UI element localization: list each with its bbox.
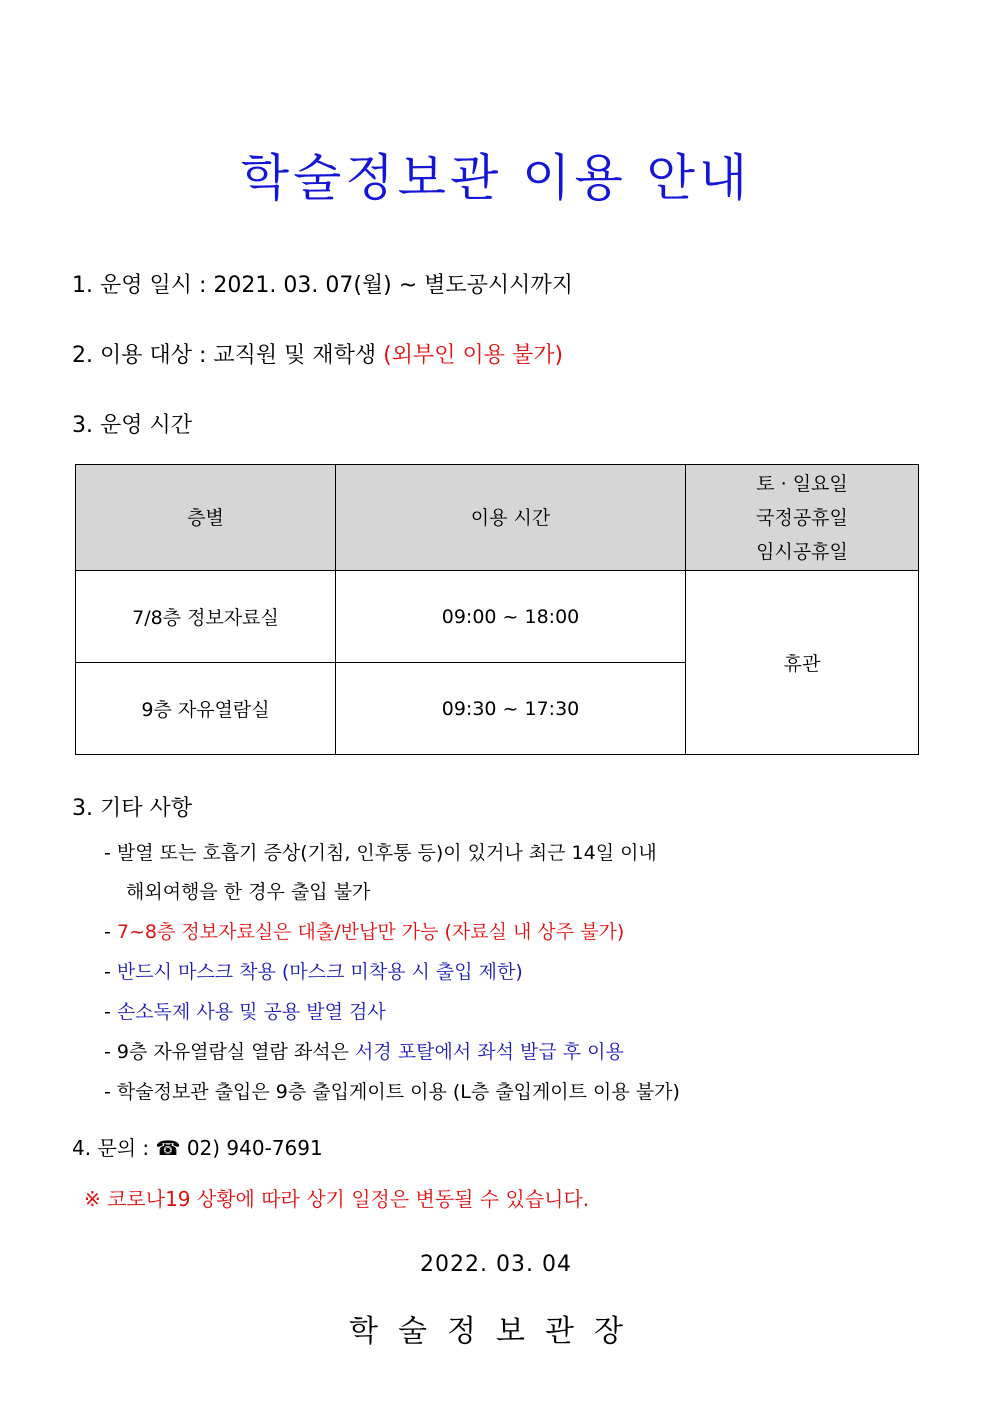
bullet-fever-continued: 해외여행을 한 경우 출입 불가 <box>126 881 371 903</box>
bullet-sanitizer <box>104 997 386 1024</box>
target-note: (외부인 이용 불가) <box>383 343 564 368</box>
bullet-seat-highlight: 서경 포탈에서 좌석 발급 후 이용 <box>355 1041 624 1063</box>
row-time: 09:30 ~ 17:30 <box>336 663 686 755</box>
row-floor: 7/8층 정보자료실 <box>76 571 336 663</box>
bullet-mask <box>104 957 523 984</box>
bullet-gate: - 학술정보관 출입은 9층 출입게이트 이용 (L층 출입게이트 이용 불가) <box>104 1081 680 1103</box>
bullet-loan-text: 7~8층 정보자료실은 대출/반납만 가능 (자료실 내 상주 불가) <box>116 921 625 943</box>
header-floor: 층별 <box>76 465 336 571</box>
row-time: 09:00 ~ 18:00 <box>336 571 686 663</box>
operation-period <box>72 268 573 299</box>
bullet-fever: - 발열 또는 호흡기 증상(기침, 인후통 등)이 있거나 최근 14일 이내 <box>104 842 657 864</box>
etc-heading: 3. 기타 사항 <box>72 796 192 821</box>
inquiry <box>72 1132 323 1161</box>
period-label: 1. 운영 일시 : <box>72 273 214 298</box>
period-value: 2021. 03. 07(월) ~ 별도공시시까지 <box>213 273 573 298</box>
phone-number: 02) 940-7691 <box>180 1136 323 1160</box>
bullet-seat-text: - 9층 자유열람실 열람 좌석은 <box>104 1041 356 1063</box>
usage-target <box>72 338 563 369</box>
page-title: 학술정보관 이용 안내 <box>240 149 752 207</box>
header-weekend <box>686 465 919 571</box>
weekend-closed: 휴관 <box>686 571 919 755</box>
bullet-mask-text: 반드시 마스크 착용 (마스크 미착용 시 출입 제한) <box>116 961 523 983</box>
header-time: 이용 시간 <box>336 465 686 571</box>
header-weekend-line: 토 · 일요일 <box>756 472 848 495</box>
covid-notice: ※ 코로나19 상황에 따라 상기 일정은 변동될 수 있습니다. <box>84 1187 590 1211</box>
bullet-seat <box>104 1037 624 1064</box>
header-weekend-line: 임시공휴일 <box>756 540 848 563</box>
bullet-dash: - <box>104 921 117 943</box>
issue-date: 2022. 03. 04 <box>420 1252 572 1277</box>
table-header-row <box>76 465 919 571</box>
phone-icon: ☎ <box>155 1136 181 1160</box>
bullet-dash: - <box>104 961 117 983</box>
hours-table <box>75 464 919 755</box>
table-row <box>76 571 919 663</box>
signer: 학술정보관장 <box>349 1314 643 1349</box>
inquiry-label: 4. 문의 : <box>72 1136 156 1160</box>
bullet-dash: - <box>104 1001 117 1023</box>
target-value: 교직원 및 재학생 <box>213 343 384 368</box>
hours-heading: 3. 운영 시간 <box>72 413 192 438</box>
bullet-sanitizer-text: 손소독제 사용 및 공용 발열 검사 <box>116 1001 386 1023</box>
bullet-loan <box>104 917 624 944</box>
header-weekend-line: 국정공휴일 <box>756 506 848 529</box>
row-floor: 9층 자유열람실 <box>76 663 336 755</box>
target-label: 2. 이용 대상 : <box>72 343 214 368</box>
